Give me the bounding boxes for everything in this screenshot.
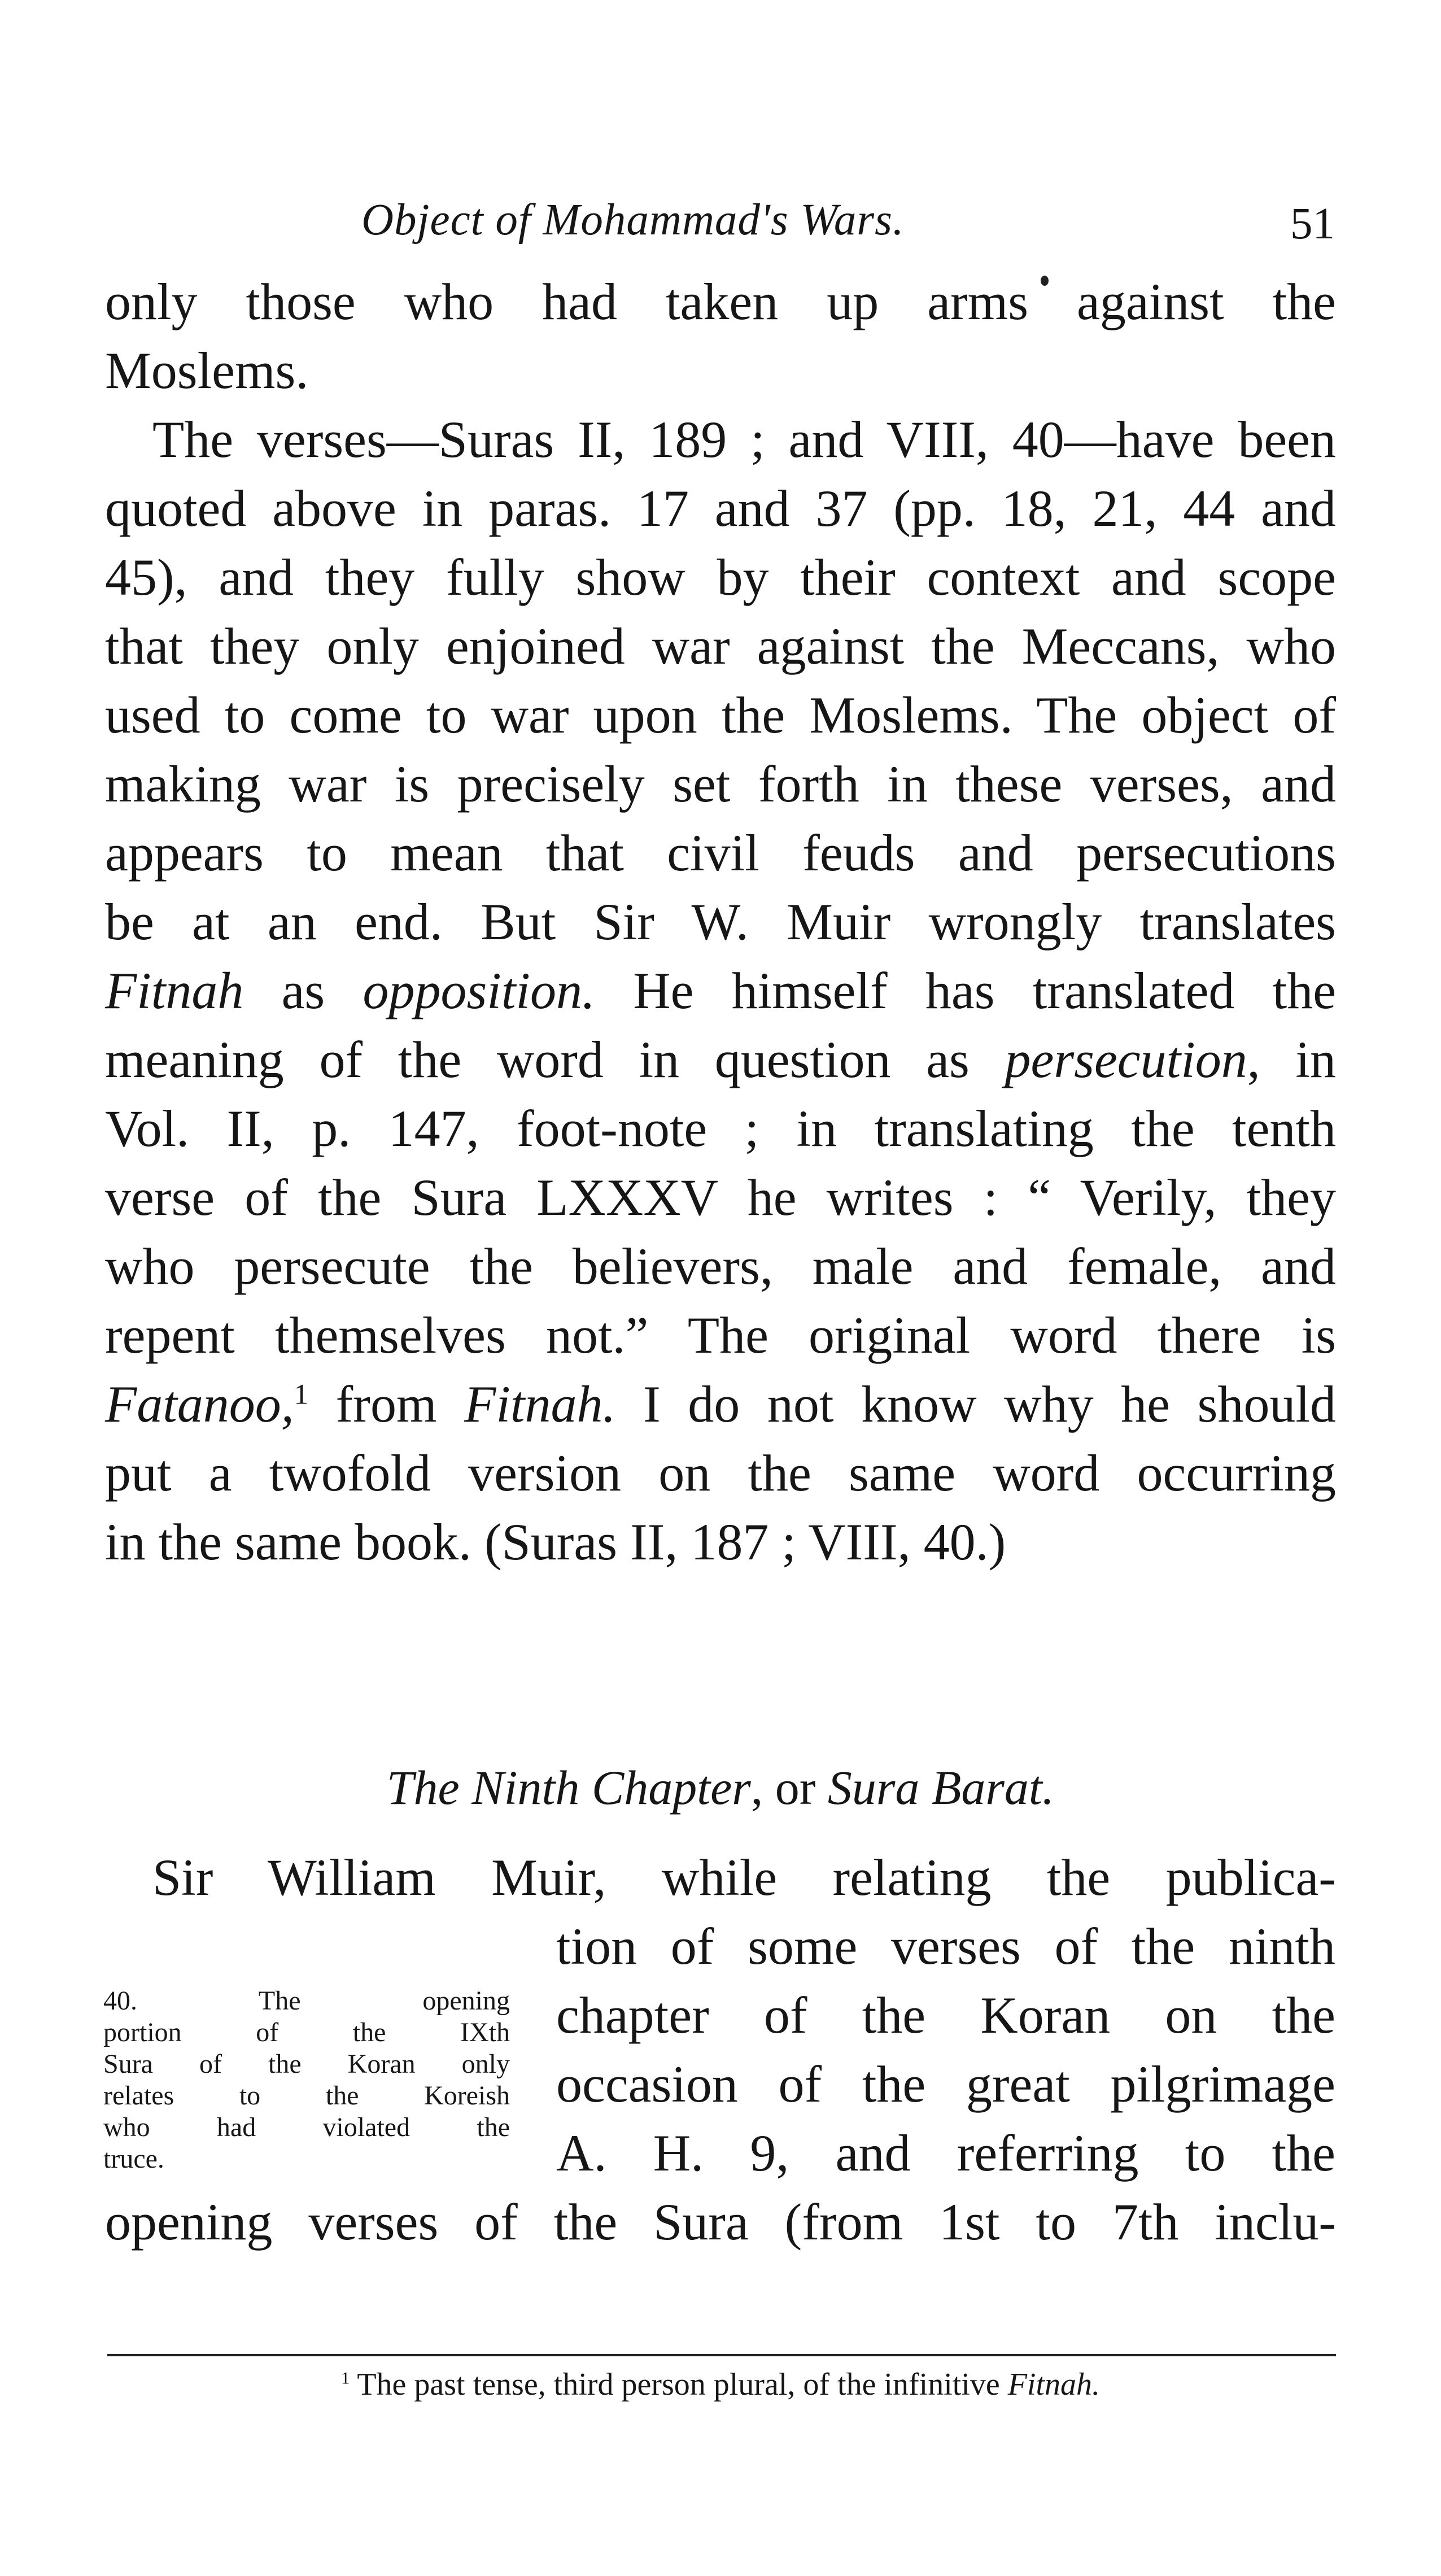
body-line: put a twofold version on the same word occurring bbox=[105, 1444, 1336, 1502]
text-span: as bbox=[281, 962, 325, 1019]
body-line: Moslems. bbox=[105, 342, 309, 399]
section-line: occasion of the great pilgrimage bbox=[556, 2055, 1335, 2113]
footnote bbox=[0, 2366, 1441, 2403]
section-line: A. H. 9, and referring to the bbox=[556, 2124, 1335, 2182]
sidenote-line: who had violated the bbox=[103, 2112, 510, 2142]
body-line: 45), and they fully show by their context and scope bbox=[105, 548, 1336, 606]
footnote-term: Fitnah. bbox=[1007, 2367, 1101, 2402]
text-span: , in bbox=[1247, 1031, 1336, 1088]
text-span: meaning of the word in question as bbox=[105, 1031, 970, 1088]
sidenote-line: Sura of the Koran only bbox=[103, 2049, 510, 2079]
section-line: chapter of the Koran on the bbox=[556, 1986, 1335, 2044]
heading-part: The Ninth Chapter bbox=[386, 1760, 751, 1815]
body-line bbox=[105, 954, 1336, 1027]
footnote-divider bbox=[107, 2354, 1336, 2356]
body-line: Vol. II, p. 147, foot-note ; in translating the tenth bbox=[105, 1100, 1336, 1157]
body-line bbox=[105, 1368, 1336, 1440]
footnote-text: The past tense, third person plural, of the infinitive bbox=[357, 2367, 1000, 2402]
italic-term: persecution bbox=[1005, 1031, 1247, 1088]
body-line: only those who had taken up arms against the bbox=[105, 273, 1336, 330]
page-number: 51 bbox=[1290, 199, 1335, 249]
footnote-ref: 1 bbox=[294, 1378, 309, 1410]
body-line: that they only enjoined war against the Meccans, who bbox=[105, 617, 1336, 675]
sidenote-line: portion of the IXth bbox=[103, 2017, 510, 2047]
italic-term: Fitnah. bbox=[464, 1375, 616, 1433]
heading-part: Sura Barat. bbox=[827, 1760, 1055, 1815]
body-line: The verses—Suras II, 189 ; and VIII, 40—have been bbox=[152, 411, 1336, 468]
section-line: tion of some verses of the ninth bbox=[556, 1917, 1335, 1975]
section-heading bbox=[0, 1759, 1441, 1816]
italic-term: Fatanoo, bbox=[105, 1375, 294, 1433]
marginal-note bbox=[103, 1985, 510, 2175]
sidenote-line: relates to the Koreish bbox=[103, 2081, 510, 2111]
body-line bbox=[105, 1023, 1336, 1096]
section-line: opening verses of the Sura (from 1st to 7th inclu- bbox=[105, 2193, 1336, 2251]
body-line: used to come to war upon the Moslems. The object of bbox=[105, 686, 1336, 744]
italic-term: opposition. bbox=[363, 962, 595, 1019]
body-line: in the same book. (Suras II, 187 ; VIII, 40.) bbox=[105, 1513, 1006, 1571]
body-line: who persecute the believers, male and female, and bbox=[105, 1237, 1336, 1295]
text-span: He himself has translated the bbox=[633, 962, 1337, 1019]
sidenote-line: truce. bbox=[103, 2144, 164, 2174]
heading-separator: , or bbox=[750, 1760, 828, 1815]
sidenote-line: 40. The opening bbox=[103, 1986, 510, 2016]
section-line: Sir William Muir, while relating the publica- bbox=[152, 1849, 1336, 1906]
body-line: be at an end. But Sir W. Muir wrongly translates bbox=[105, 893, 1336, 951]
running-header-title: Object of Mohammad's Wars. bbox=[361, 195, 905, 245]
body-line: appears to mean that civil feuds and persecutions bbox=[105, 824, 1336, 882]
text-span: I do not know why he should bbox=[643, 1375, 1336, 1433]
text-span: from bbox=[335, 1375, 437, 1433]
italic-term: Fitnah bbox=[105, 962, 244, 1019]
body-line: verse of the Sura LXXXV he writes : “ Verily, they bbox=[105, 1169, 1336, 1226]
body-line: making war is precisely set forth in these verses, and bbox=[105, 755, 1336, 813]
body-line: repent themselves not.” The original word there is bbox=[105, 1306, 1336, 1364]
body-line: quoted above in paras. 17 and 37 (pp. 18, 21, 44 and bbox=[105, 480, 1336, 537]
footnote-marker: 1 bbox=[340, 2368, 350, 2388]
